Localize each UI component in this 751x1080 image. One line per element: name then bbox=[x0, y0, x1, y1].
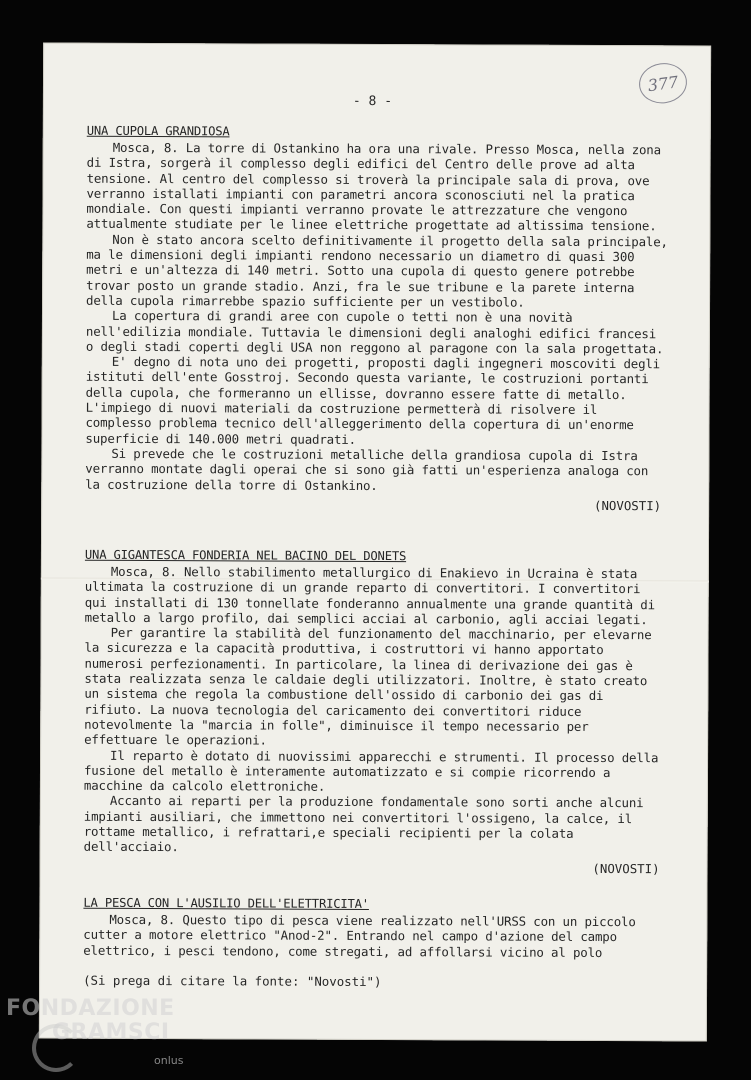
document-sheet bbox=[39, 43, 711, 1042]
article-headline: UNA GIGANTESCA FONDERIA NEL BACINO DEL DONETS bbox=[84, 547, 407, 564]
archive-stamp: 377 bbox=[637, 60, 690, 106]
article-paragraph: Si prevede che le costruzioni metalliche della grandiosa cupola di Istra verranno montate dagli operai che si sono già fatti un'esperienza analoga con la costruzione della torre di Ostankino. bbox=[85, 445, 649, 493]
watermark-line3: onlus bbox=[154, 1054, 184, 1067]
watermark-line2: GRAMSCI bbox=[52, 1020, 170, 1045]
article-paragraph: Accanto ai reparti per la produzione fondamentale sono sorti anche alcuni impianti ausiliari, che immettono nei convertitori l'ossigeno, la calce, il rottame metallico, i refrattari,e speciali recipienti per la colata dell'acciaio. bbox=[83, 793, 644, 855]
article-source: (NOVOSTI) bbox=[592, 860, 660, 876]
article-paragraph: Mosca, 8. Nello stabilimento metallurgico di Enakievo in Ucraina è stata ultimata la costruzione di un grande reparto di convertitori. I convertitori qui installati di 130 tonnellate fonderanno annualmente una grande quantità di metallo a largo profilo, dai semplici acciai al carbonio, agli acciai legati. bbox=[84, 563, 655, 628]
article-headline: UNA CUPOLA GRANDIOSA bbox=[86, 123, 230, 139]
article-fonderia bbox=[84, 547, 669, 877]
article-paragraph: Mosca, 8. La torre di Ostankino ha ora una rivale. Presso Mosca, nella zona di Istra, sorgerà il complesso degli edifici del Centro delle prove ad alta tensione. Al centro del complesso si troverà la principale sala di prova, ove verranno istallati impianti con parametri ancora sconosciuti nel la pratica mondiale. Con questi impianti verranno provate le attrezzature che vengono attualmente studiate per le linee elettriche progettate ad altissima tensione. bbox=[86, 139, 661, 234]
article-paragraph: Per garantire la stabilità del funzionamento del macchinario, per elevarne la sicurezza e la capacità produttiva, i costruttori vi hanno apportato numerosi perfezionamenti. In particolare, la linea di derivazione dei gas è stata realizzata senza le caldaie degli utilizzatori. Inoltre, è stato creato un sistema che regola la combustione dell'ossido di carbonio dei gas di rifiuto. La nuova tecnologia del caricamento dei convertitori riduce notevolmente la "marcia in folle", diminuisce il tempo necessario per effettuare le operazioni. bbox=[84, 625, 652, 748]
article-pesca bbox=[83, 895, 667, 960]
article-paragraph: La copertura di grandi aree con cupole o tetti non è una novità nell'edilizia mondiale. Tuttavia le dimensioni degli analoghi edifici francesi o degli stadi coperti degli USA non reggono al paragone con la sala progettata. bbox=[85, 308, 664, 357]
article-paragraph: Mosca, 8. Questo tipo di pesca viene realizzato nell'URSS con un piccolo cutter a motore elettrico "Anod-2". Entrando nel campo d'azione del campo elettrico, i pesci tendono, come stregati, ad affollarsi vicino al polo bbox=[83, 911, 636, 960]
article-paragraph: Non è stato ancora scelto definitivamente il progetto della sala principale, ma le dimensioni degli impianti rendono necessario un diametro di quasi 300 metri e un'altezza di 140 metri. Sotto una cupola di questo genere potrebbe trovar posto un grande stadio. Anzi, fra le sue tribune e la parete interna della cupola rimarrebbe spazio sufficiente per un vestibolo. bbox=[86, 231, 668, 310]
page-number: - 8 - bbox=[352, 93, 393, 110]
article-headline: LA PESCA CON L'AUSILIO DELL'ELETTRICITA' bbox=[83, 895, 369, 911]
citation-footnote: (Si prega di citare la fonte: "Novosti") bbox=[83, 972, 382, 990]
article-source: (NOVOSTI) bbox=[593, 497, 662, 514]
article-cupola bbox=[85, 123, 671, 514]
article-paragraph: E' degno di nota uno dei progetti, proposti dagli ingegneri moscoviti degli istituti dell'ente Gosstroj. Secondo questa variante, le costruzioni portanti della cupola, che formeranno un ellisse, dovranno essere fatte di metallo. L'impiego di nuovi materiali da costruzione permetterà di risolvere il complesso problema tecnico dell'alleggerimento della copertura di un'enorme superficie di 140.000 metri quadrati. bbox=[85, 354, 661, 447]
article-paragraph: Il reparto è dotato di nuovissimi apparecchi e strumenti. Il processo della fusione del metallo è interamente automatizzato e si compie ricorrendo a macchine da calcolo elettroniche. bbox=[83, 747, 659, 794]
watermark-line1: FONDAZIONE bbox=[6, 996, 175, 1021]
fondazione-gramsci-watermark bbox=[6, 996, 196, 1076]
